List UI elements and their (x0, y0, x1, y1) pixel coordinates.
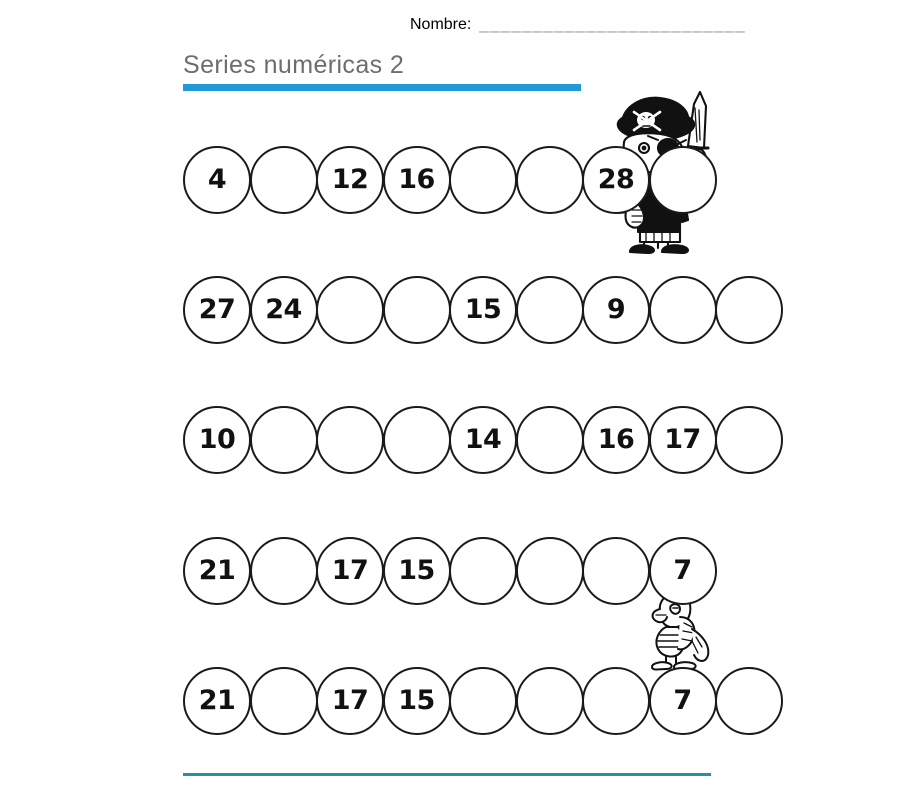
series-circle-filled[interactable] (316, 667, 384, 735)
series-number: 21 (198, 685, 236, 716)
series-circle-filled[interactable] (183, 406, 251, 474)
name-write-line[interactable]: _________________________ (479, 14, 746, 33)
series-circle-filled[interactable] (449, 276, 517, 344)
series-number: 24 (265, 294, 302, 325)
series-circle-blank[interactable] (449, 146, 517, 214)
series-circle-blank[interactable] (316, 406, 384, 474)
series-number: 16 (398, 164, 435, 195)
series-circle-blank[interactable] (516, 276, 584, 344)
series-circle-blank[interactable] (649, 146, 717, 214)
series-circle-blank[interactable] (383, 276, 451, 344)
series-row-2 (183, 276, 783, 348)
series-circle-blank[interactable] (516, 146, 584, 214)
series-circle-blank[interactable] (649, 276, 717, 344)
series-number: 10 (198, 424, 236, 455)
series-number: 7 (673, 555, 692, 586)
name-field-row (410, 14, 746, 34)
series-circle-filled[interactable] (582, 146, 650, 214)
series-circle-filled[interactable] (582, 406, 650, 474)
title-accent-rule (183, 84, 581, 91)
series-number: 17 (331, 685, 369, 716)
series-circle-filled[interactable] (649, 406, 717, 474)
series-number: 21 (198, 555, 236, 586)
series-number: 12 (331, 164, 369, 195)
series-number: 15 (464, 294, 502, 325)
series-circle-blank[interactable] (715, 276, 783, 344)
series-circle-filled[interactable] (183, 537, 251, 605)
series-number: 7 (673, 685, 692, 716)
series-circle-filled[interactable] (250, 276, 318, 344)
series-circle-filled[interactable] (316, 146, 384, 214)
series-circle-blank[interactable] (250, 146, 318, 214)
series-number: 14 (464, 424, 502, 455)
series-circle-blank[interactable] (516, 537, 584, 605)
series-circle-blank[interactable] (449, 667, 517, 735)
series-circle-filled[interactable] (649, 667, 717, 735)
series-number: 28 (597, 164, 635, 195)
series-circle-filled[interactable] (383, 146, 451, 214)
series-number: 17 (331, 555, 369, 586)
page-title: Series numéricas 2 (183, 51, 405, 79)
series-circle-blank[interactable] (449, 537, 517, 605)
series-number: 9 (606, 294, 626, 325)
series-number: 27 (198, 294, 236, 325)
series-circle-filled[interactable] (316, 537, 384, 605)
series-row-3 (183, 406, 783, 478)
series-circle-filled[interactable] (183, 667, 251, 735)
series-circle-blank[interactable] (383, 406, 451, 474)
series-circle-filled[interactable] (183, 276, 251, 344)
series-circle-blank[interactable] (316, 276, 384, 344)
series-circle-blank[interactable] (715, 667, 783, 735)
footer-rule (183, 773, 711, 776)
series-circle-blank[interactable] (516, 667, 584, 735)
series-circle-filled[interactable] (649, 537, 717, 605)
series-circle-blank[interactable] (582, 667, 650, 735)
series-number: 15 (398, 685, 435, 716)
title-block (183, 50, 581, 91)
series-circle-blank[interactable] (250, 667, 318, 735)
name-label: Nombre: (410, 16, 472, 33)
series-circle-blank[interactable] (250, 406, 318, 474)
series-circle-blank[interactable] (715, 406, 783, 474)
series-circle-filled[interactable] (582, 276, 650, 344)
series-circle-blank[interactable] (516, 406, 584, 474)
series-number: 16 (597, 424, 635, 455)
series-circle-blank[interactable] (250, 537, 318, 605)
series-number: 15 (398, 555, 435, 586)
series-row-5 (183, 667, 783, 739)
series-number: 4 (207, 164, 227, 195)
series-circle-blank[interactable] (582, 537, 650, 605)
series-circle-filled[interactable] (383, 667, 451, 735)
series-circle-filled[interactable] (183, 146, 251, 214)
series-circle-filled[interactable] (449, 406, 517, 474)
series-number: 17 (664, 424, 701, 455)
series-circle-filled[interactable] (383, 537, 451, 605)
